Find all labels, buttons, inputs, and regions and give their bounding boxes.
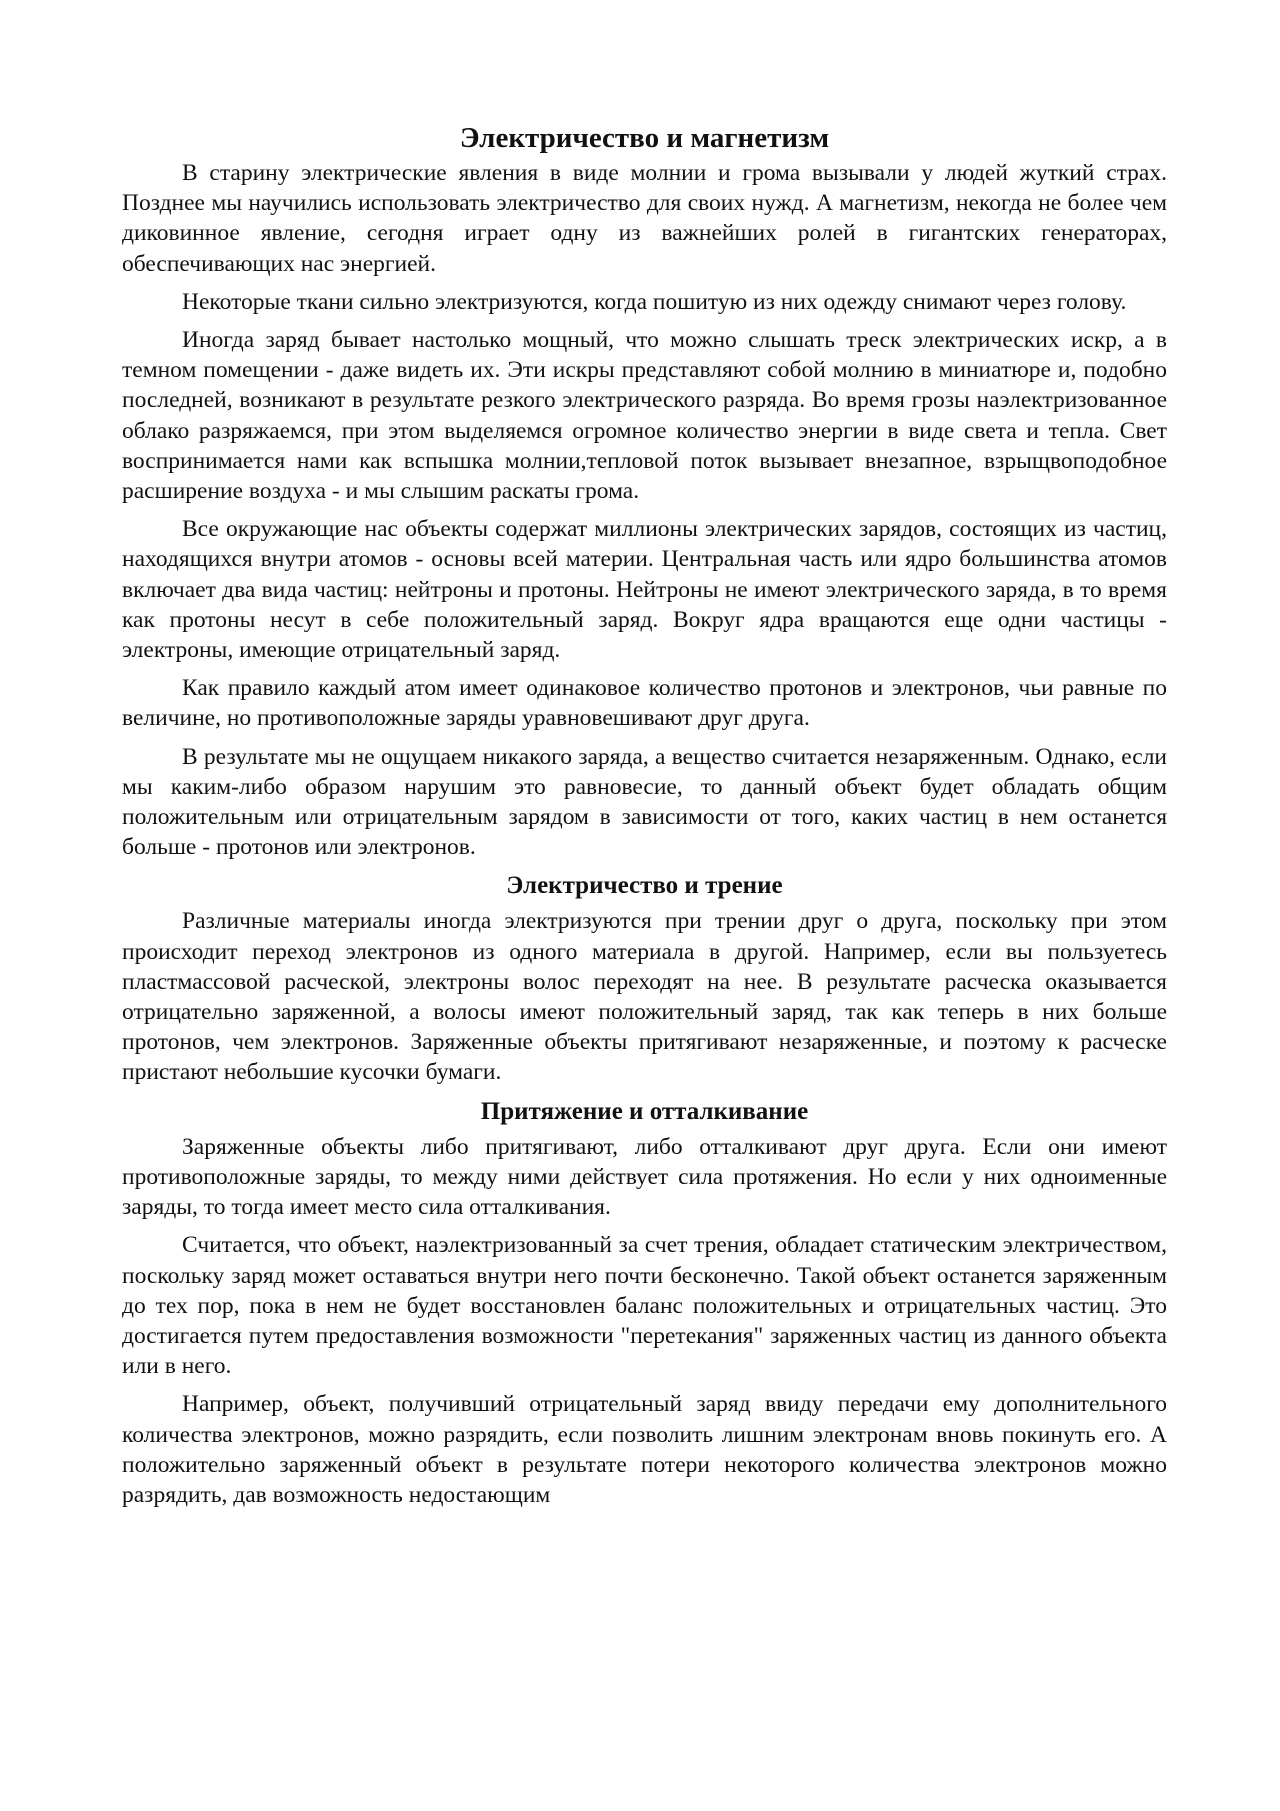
document-title: Электричество и магнетизм bbox=[459, 122, 830, 154]
paragraph: Как правило каждый атом имеет одинаковое количество протонов и электронов, чьи равные по величине, но противоположные заряды уравновешивают друг друга. bbox=[122, 675, 1167, 732]
paragraph: Считается, что объект, наэлектризованный за счет трения, обладает статическим электричеством, поскольку заряд может оставаться внутри него почти бесконечно. Такой объект останется заряженным до тех пор, пока в нем не будет восстановлен баланс положительных и отрицательных частиц. Это достигается путем предоставления возможности "перетекания" заряженных частиц из данного объекта или в него. bbox=[122, 1232, 1167, 1380]
section-heading-attraction: Притяжение и отталкивание bbox=[480, 1097, 809, 1125]
paragraph: В результате мы не ощущаем никакого заряда, а вещество считается незаряженным. Однако, если мы каким-либо образом нарушим это равновесие, то данный объект будет обладать общим положительным или отрицательным зарядом в зависимости от того, каких частиц в нем останется больше - протонов или электронов. bbox=[122, 743, 1167, 861]
document-page bbox=[122, 120, 1167, 1518]
paragraph: В старину электрические явления в виде молнии и грома вызывали у людей жуткий страх. Позднее мы научились использовать электричество для своих нужд. А магнетизм, некогда не более чем диковинное явление, сегодня играет одну из важнейших ролей в гигантских генераторах, обеспечивающих нас энергией. bbox=[122, 160, 1167, 277]
paragraph: Заряженные объекты либо притягивают, либо отталкивают друг друга. Если они имеют противоположные заряды, то между ними действует сила протяжения. Но если у них одноименные заряды, то тогда имеет место сила отталкивания. bbox=[122, 1133, 1167, 1221]
paragraph: Иногда заряд бывает настолько мощный, что можно слышать треск электрических искр, а в темном помещении - даже видеть их. Эти искры представляют собой молнию в миниатюре и, подобно последней, возникают в результате резкого электрического разряда. Во время грозы наэлектризованное облако разряжаемся, при этом выделяемся огромное количество энергии в виде света и тепла. Свет воспринимается нами как вспышка молнии,тепловой поток вызывает внезапное, взрыщвоподобное расширение воздуха - и мы слышим раскаты грома. bbox=[122, 327, 1167, 505]
paragraph: Некоторые ткани сильно электризуются, когда пошитую из них одежду снимают через голову. bbox=[182, 288, 1127, 315]
paragraph: Например, объект, получивший отрицательный заряд ввиду передачи ему дополнительного количества электронов, можно разрядить, если позволить лишним электронам вновь покинуть его. А положительно заряженный объект в результате потери некоторого количества электронов можно разрядить, дав возможность недостающим bbox=[122, 1391, 1167, 1508]
paragraph: Различные материалы иногда электризуются при трении друг о друга, поскольку при этом происходит переход электронов из одного материала в другой. Например, если вы пользуетесь пластмассовой расческой, электроны волос переходят на нее. В результате расческа оказывается отрицательно заряженной, а волосы имеют положительный заряд, так как теперь в них больше протонов, чем электронов. Заряженные объекты притягивают незаряженные, и поэтому к расческе пристают небольшие кусочки бумаги. bbox=[122, 908, 1167, 1086]
paragraph: Все окружающие нас объекты содержат миллионы электрических зарядов, состоящих из частиц, находящихся внутри атомов - основы всей материи. Центральная часть или ядро большинства атомов включает два вида частиц: нейтроны и протоны. Нейтроны не имеют электрического заряда, в то время как протоны несут в себе положительный заряд. Вокруг ядра вращаются еще одни частицы - электроны, имеющие отрицательный заряд. bbox=[122, 516, 1167, 664]
section-heading-friction: Электричество и трение bbox=[506, 872, 783, 900]
